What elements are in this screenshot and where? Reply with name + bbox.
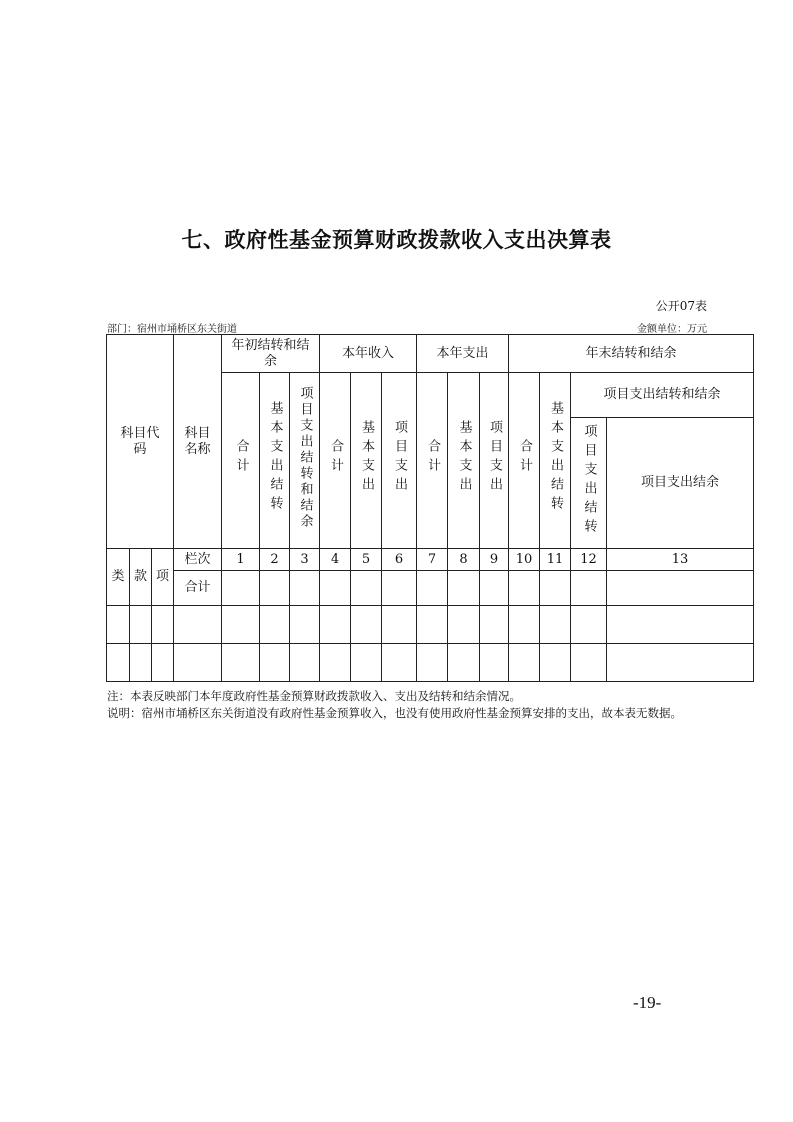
table-cell [448,571,480,606]
header-subject-name: 科目名称 [174,335,222,549]
table-cell [540,571,571,606]
header-subject-code: 科目代码 [107,335,174,549]
header-current-expense: 本年支出 [417,335,509,373]
column-number: 5 [351,549,382,571]
table-cell [448,606,480,644]
column-number: 11 [540,549,571,571]
header-opening-carryover: 年初结转和结余 [222,335,320,373]
table-cell [152,606,174,644]
header-class: 类 [107,549,130,606]
header-end-project-group: 项目支出结转和结余 [571,373,754,418]
table-cell [351,644,382,682]
table-cell [107,606,130,644]
table-cell [571,644,607,682]
header-end-basic-carry: 基本支出结转 [540,373,571,549]
header-end-project-balance: 项目支出结余 [607,418,754,549]
column-number-label: 栏次 [174,549,222,571]
table-cell [571,606,607,644]
table-cell [382,606,417,644]
page-title: 七、政府性基金预算财政拨款收入支出决算表 [181,228,612,252]
table-cell [260,571,290,606]
table-cell [607,606,754,644]
table-row [107,644,754,682]
table-cell [480,606,509,644]
table-cell [290,571,320,606]
column-number: 2 [260,549,290,571]
column-number: 9 [480,549,509,571]
total-label: 合计 [174,571,222,606]
table-cell [509,606,540,644]
table-cell [130,644,152,682]
table-cell [571,571,607,606]
form-number: 公开07表 [655,299,707,313]
header-end-project-carry: 项目支出结转 [571,418,607,549]
page-number: -19- [633,993,662,1012]
table-cell [509,571,540,606]
column-number: 7 [417,549,448,571]
table-cell [222,644,260,682]
table-cell [417,644,448,682]
header-income-basic: 基本支出 [351,373,382,549]
header-expense-basic: 基本支出 [448,373,480,549]
table-cell [382,571,417,606]
table-cell [152,644,174,682]
table-cell [107,644,130,682]
header-start-project-carry-balance: 项目支出结转和结余 [290,373,320,549]
table-cell [130,606,152,644]
note-line: 注：本表反映部门本年度政府性基金预算财政拨款收入、支出及结转和结余情况。 [107,689,521,703]
amount-unit-label: 金额单位：万元 [637,324,707,335]
table-cell [222,606,260,644]
table-cell [260,644,290,682]
table-cell [290,644,320,682]
header-expense-total: 合计 [417,373,448,549]
header-end-total: 合计 [509,373,540,549]
column-number: 12 [571,549,607,571]
header-income-total: 合计 [320,373,351,549]
table-cell [222,571,260,606]
table-cell [540,644,571,682]
table-cell [382,644,417,682]
column-number: 1 [222,549,260,571]
header-current-income: 本年收入 [320,335,417,373]
table-cell [417,571,448,606]
table-cell [480,644,509,682]
column-number: 3 [290,549,320,571]
table-cell [351,606,382,644]
table-cell [320,644,351,682]
table-cell [320,606,351,644]
table-cell [260,606,290,644]
table-cell [607,644,754,682]
note-line: 说明：宿州市埇桥区东关街道没有政府性基金预算收入，也没有使用政府性基金预算安排的支出，故本表无数据。 [107,706,682,720]
header-item: 项 [152,549,174,606]
table-cell [320,571,351,606]
header-start-basic-carry: 基本支出结转 [260,373,290,549]
header-start-total: 合计 [222,373,260,549]
table-cell [290,606,320,644]
column-number: 8 [448,549,480,571]
department-label: 部门：宿州市埇桥区东关街道 [107,324,237,335]
table-cell [448,644,480,682]
column-number: 13 [607,549,754,571]
table-row [107,606,754,644]
table-cell [509,644,540,682]
table-row-total [107,571,754,606]
column-number: 4 [320,549,351,571]
table-cell [480,571,509,606]
table-cell [607,571,754,606]
column-number: 10 [509,549,540,571]
budget-table [106,334,754,682]
header-section: 款 [130,549,152,606]
table-cell [351,571,382,606]
table-cell [540,606,571,644]
table-cell [174,644,222,682]
notes [107,688,682,722]
table-cell [417,606,448,644]
table-cell [174,606,222,644]
header-expense-project: 项目支出 [480,373,509,549]
header-income-project: 项目支出 [382,373,417,549]
column-number: 6 [382,549,417,571]
header-ending-carryover: 年末结转和结余 [509,335,754,373]
